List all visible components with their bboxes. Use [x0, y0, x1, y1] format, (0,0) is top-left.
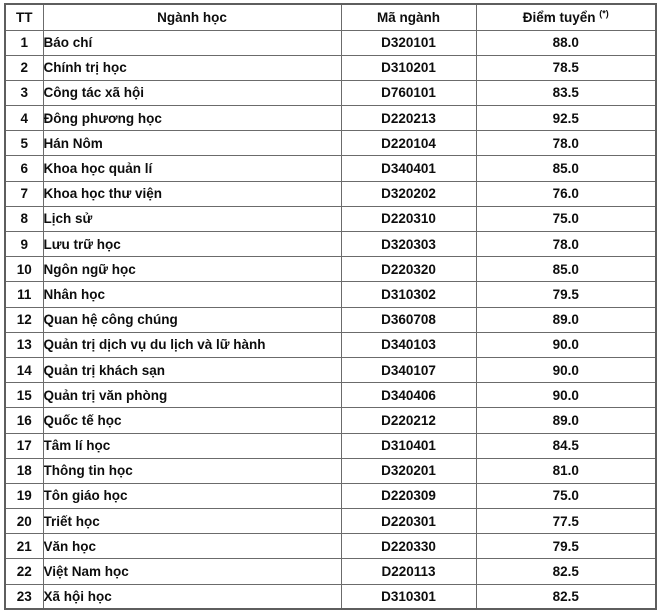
table-row: [5, 106, 656, 131]
table-body: [5, 30, 656, 609]
table-row: [5, 131, 656, 156]
table-header: [5, 4, 656, 30]
header-major-code: [341, 4, 476, 30]
major-name-cell: Khoa học quản lí: [43, 156, 341, 181]
major-name-cell: Chính trị học: [43, 55, 341, 80]
header-row: [5, 4, 656, 30]
stt-cell: 2: [5, 55, 43, 80]
table-row: [5, 357, 656, 382]
stt-cell: 4: [5, 106, 43, 131]
stt-cell: 3: [5, 80, 43, 105]
stt-cell: 11: [5, 282, 43, 307]
table-row: [5, 383, 656, 408]
score-cell: 78.0: [476, 232, 656, 257]
score-cell: 92.5: [476, 106, 656, 131]
major-name-cell: Đông phương học: [43, 106, 341, 131]
major-code-cell: D310301: [341, 584, 476, 609]
header-stt: [5, 4, 43, 30]
major-code-cell: D310401: [341, 433, 476, 458]
major-code-cell: D340107: [341, 357, 476, 382]
stt-cell: 1: [5, 30, 43, 55]
major-name-cell: Công tác xã hội: [43, 80, 341, 105]
table-row: [5, 257, 656, 282]
stt-cell: 15: [5, 383, 43, 408]
score-cell: 82.5: [476, 559, 656, 584]
table-row: [5, 307, 656, 332]
header-major-name-label: Ngành học: [157, 9, 227, 25]
major-code-cell: D310302: [341, 282, 476, 307]
table-row: [5, 282, 656, 307]
stt-cell: 12: [5, 307, 43, 332]
stt-cell: 23: [5, 584, 43, 609]
score-cell: 90.0: [476, 357, 656, 382]
major-name-cell: Lưu trữ học: [43, 232, 341, 257]
score-cell: 89.0: [476, 408, 656, 433]
stt-cell: 19: [5, 483, 43, 508]
stt-cell: 21: [5, 534, 43, 559]
score-cell: 76.0: [476, 181, 656, 206]
table-row: [5, 55, 656, 80]
major-name-cell: Hán Nôm: [43, 131, 341, 156]
major-code-cell: D220320: [341, 257, 476, 282]
table-row: [5, 483, 656, 508]
table-row: [5, 534, 656, 559]
major-code-cell: D360708: [341, 307, 476, 332]
score-cell: 83.5: [476, 80, 656, 105]
table-row: [5, 408, 656, 433]
stt-cell: 6: [5, 156, 43, 181]
major-name-cell: Ngôn ngữ học: [43, 257, 341, 282]
table-row: [5, 332, 656, 357]
score-cell: 81.0: [476, 458, 656, 483]
score-cell: 78.5: [476, 55, 656, 80]
major-code-cell: D320303: [341, 232, 476, 257]
major-name-cell: Quản trị dịch vụ du lịch và lữ hành: [43, 332, 341, 357]
major-code-cell: D220301: [341, 509, 476, 534]
table-row: [5, 458, 656, 483]
major-name-cell: Báo chí: [43, 30, 341, 55]
score-cell: 79.5: [476, 282, 656, 307]
major-name-cell: Quản trị khách sạn: [43, 357, 341, 382]
header-score-label: Điểm tuyển: [522, 9, 596, 25]
major-code-cell: D320101: [341, 30, 476, 55]
table-row: [5, 181, 656, 206]
score-cell: 85.0: [476, 156, 656, 181]
stt-cell: 22: [5, 559, 43, 584]
stt-cell: 7: [5, 181, 43, 206]
major-code-cell: D220212: [341, 408, 476, 433]
major-name-cell: Lịch sử: [43, 206, 341, 231]
major-code-cell: D220310: [341, 206, 476, 231]
stt-cell: 10: [5, 257, 43, 282]
stt-cell: 5: [5, 131, 43, 156]
score-cell: 88.0: [476, 30, 656, 55]
stt-cell: 20: [5, 509, 43, 534]
major-name-cell: Quan hệ công chúng: [43, 307, 341, 332]
table-row: [5, 232, 656, 257]
major-code-cell: D220213: [341, 106, 476, 131]
table-row: [5, 30, 656, 55]
score-footnote-marker: (*): [599, 8, 609, 19]
major-name-cell: Quốc tế học: [43, 408, 341, 433]
stt-cell: 13: [5, 332, 43, 357]
major-code-cell: D320201: [341, 458, 476, 483]
major-name-cell: Văn học: [43, 534, 341, 559]
major-name-cell: Tôn giáo học: [43, 483, 341, 508]
header-major-code-label: Mã ngành: [377, 9, 440, 25]
major-name-cell: Quản trị văn phòng: [43, 383, 341, 408]
stt-cell: 14: [5, 357, 43, 382]
score-cell: 77.5: [476, 509, 656, 534]
table-row: [5, 559, 656, 584]
major-code-cell: D340406: [341, 383, 476, 408]
score-cell: 85.0: [476, 257, 656, 282]
score-cell: 78.0: [476, 131, 656, 156]
major-code-cell: D340401: [341, 156, 476, 181]
major-code-cell: D340103: [341, 332, 476, 357]
admission-scores-table: [4, 3, 657, 610]
table-row: [5, 206, 656, 231]
major-code-cell: D220330: [341, 534, 476, 559]
score-cell: 82.5: [476, 584, 656, 609]
table-row: [5, 433, 656, 458]
score-cell: 79.5: [476, 534, 656, 559]
major-name-cell: Xã hội học: [43, 584, 341, 609]
major-name-cell: Nhân học: [43, 282, 341, 307]
major-code-cell: D220104: [341, 131, 476, 156]
table-row: [5, 509, 656, 534]
table-row: [5, 584, 656, 609]
stt-cell: 9: [5, 232, 43, 257]
stt-cell: 17: [5, 433, 43, 458]
major-code-cell: D320202: [341, 181, 476, 206]
score-cell: 84.5: [476, 433, 656, 458]
stt-cell: 8: [5, 206, 43, 231]
major-name-cell: Tâm lí học: [43, 433, 341, 458]
major-name-cell: Triết học: [43, 509, 341, 534]
score-cell: 75.0: [476, 483, 656, 508]
header-stt-label: TT: [16, 9, 33, 25]
major-code-cell: D220113: [341, 559, 476, 584]
stt-cell: 16: [5, 408, 43, 433]
header-score: [476, 4, 656, 30]
table-row: [5, 156, 656, 181]
score-cell: 90.0: [476, 383, 656, 408]
major-code-cell: D220309: [341, 483, 476, 508]
major-code-cell: D310201: [341, 55, 476, 80]
score-cell: 90.0: [476, 332, 656, 357]
major-name-cell: Việt Nam học: [43, 559, 341, 584]
table-row: [5, 80, 656, 105]
stt-cell: 18: [5, 458, 43, 483]
major-code-cell: D760101: [341, 80, 476, 105]
score-cell: 89.0: [476, 307, 656, 332]
major-name-cell: Thông tin học: [43, 458, 341, 483]
score-cell: 75.0: [476, 206, 656, 231]
header-major-name: [43, 4, 341, 30]
major-name-cell: Khoa học thư viện: [43, 181, 341, 206]
